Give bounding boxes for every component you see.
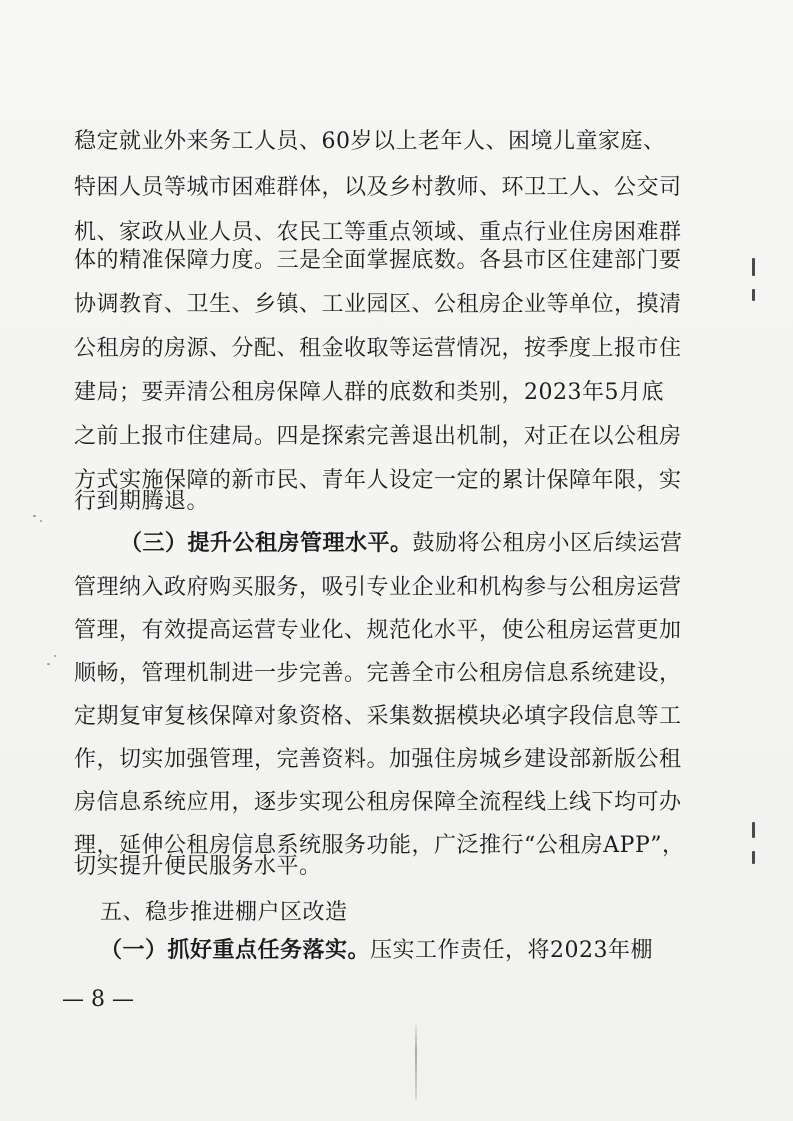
scan-speck (40, 520, 42, 522)
section-3-line-9: 切实提升便民服务水平。 (74, 854, 322, 879)
scan-speck (33, 515, 36, 517)
body-line-3: 机、家政从业人员、农民工等重点领域、重点行业住房困难群 (74, 220, 682, 245)
scan-speck (47, 663, 50, 665)
section-3-line-2: 管理纳入政府购买服务，吸引专业企业和机构参与公租房运营 (74, 575, 682, 600)
scan-mark (752, 258, 755, 276)
section-3-heading: （三）提升公租房管理水平。 (120, 531, 413, 556)
section-3-first-line-text: 鼓励将公租房小区后续运营 (412, 531, 683, 556)
body-line-8: 之前上报市住建局。四是探索完善退出机制，对正在以公租房 (74, 424, 682, 449)
scan-mark (752, 851, 755, 864)
scan-fold (415, 1020, 417, 1100)
page-number: — 8 — (62, 987, 134, 1012)
body-line-1: 稳定就业外来务工人员、60岁以上老年人、困境儿童家庭、 (74, 129, 666, 154)
body-line-7: 建局；要弄清公租房保障人群的底数和类别，2023年5月底 (74, 380, 664, 405)
section-3-line-8: 理，延伸公租房信息系统服务功能，广泛推行“公租房APP”， (74, 833, 685, 858)
scan-mark (752, 289, 755, 301)
section-3-line-7: 房信息系统应用，逐步实现公租房保障全流程线上线下均可办 (74, 790, 682, 815)
scan-speck (54, 655, 56, 657)
section-3-line-6: 作，切实加强管理，完善资料。加强住房城乡建设部新版公租 (74, 747, 682, 772)
section-3-line-3: 管理，有效提高运营专业化、规范化水平，使公租房运营更加 (74, 618, 682, 643)
body-line-6: 公租房的房源、分配、租金收取等运营情况，按季度上报市住 (74, 336, 682, 361)
body-line-10: 行到期腾退。 (74, 489, 210, 514)
body-line-5: 协调教育、卫生、乡镇、工业园区、公租房企业等单位，摸清 (74, 292, 682, 317)
section-3-first-line (120, 528, 683, 560)
section-3-line-5: 定期复审复核保障对象资格、采集数据模块必填字段信息等工 (74, 704, 682, 729)
section-3-line-4: 顺畅，管理机制进一步完善。完善全市公租房信息系统建设， (74, 661, 682, 686)
section-5-1-text: 压实工作责任，将2023年棚 (370, 938, 654, 963)
body-line-9: 方式实施保障的新市民、青年人设定一定的累计保障年限，实 (74, 468, 682, 493)
section-5-title: 五、稳步推进棚户区改造 (100, 900, 348, 925)
body-line-4: 体的精准保障力度。三是全面掌握底数。各县市区住建部门要 (74, 248, 682, 273)
scan-mark (752, 822, 755, 838)
section-5-1-line (100, 935, 654, 967)
section-5-1-heading: （一）抓好重点任务落实。 (100, 938, 371, 963)
body-line-2: 特困人员等城市困难群体，以及乡村教师、环卫工人、公交司 (74, 175, 682, 200)
